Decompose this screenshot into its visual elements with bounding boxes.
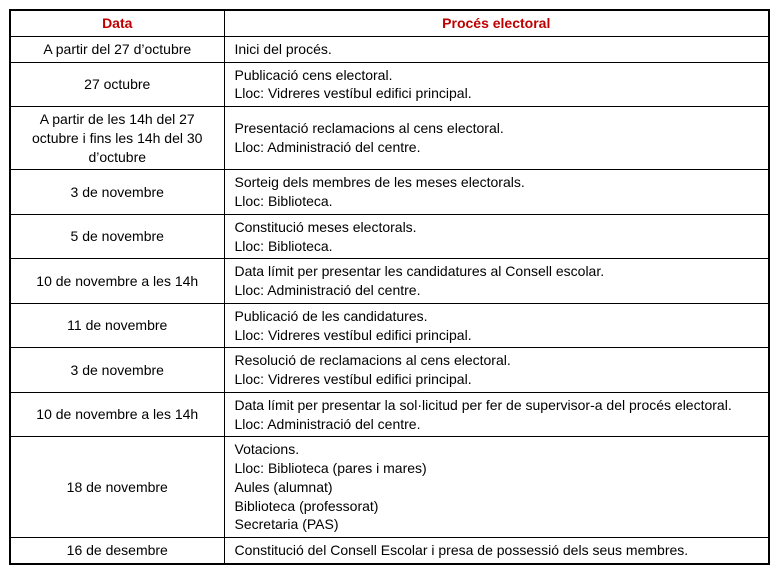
process-line: Inici del procés. [234,40,332,57]
process-cell [224,259,769,304]
table-body [10,36,769,564]
date-cell: 16 de desembre [10,538,224,564]
table-row [10,348,769,393]
process-cell [224,62,769,107]
date-cell: 3 de novembre [10,348,224,393]
process-line: Sorteig dels membres de les meses electorals. [234,174,525,191]
table-row [10,303,769,348]
process-line: Lloc: Biblioteca (pares i mares) [234,460,427,476]
table-row [10,437,769,538]
process-line: Resolució de reclamacions al cens electoral. [234,352,511,369]
table-row [10,36,769,62]
table-row [10,259,769,304]
process-line: Constitució del Consell Escolar i presa de possessió dels seus membres. [234,542,689,558]
date-cell: A partir de les 14h del 27 octubre i fins les 14h del 30 d’octubre [10,107,224,170]
process-line: Lloc: Administració del centre. [234,282,421,298]
process-line: Lloc: Administració del centre. [234,139,421,156]
process-line: Data límit per presentar la sol·licitud per fer de supervisor-a del procés electoral. [234,396,732,413]
process-cell [224,538,769,564]
table-row [10,62,769,107]
process-line: Lloc: Vidreres vestíbul edifici principal. [234,371,472,387]
process-line: Publicació de les candidatures. [234,307,428,324]
date-cell: 5 de novembre [10,214,224,259]
table-row [10,214,769,259]
date-cell: 10 de novembre a les 14h [10,259,224,304]
process-line: Lloc: Administració del centre. [234,415,421,432]
process-line: Aules (alumnat) [234,478,333,495]
date-cell: 27 octubre [10,62,224,107]
process-cell [224,348,769,393]
table-header [10,10,769,36]
process-cell [224,36,769,62]
process-line: Data límit per presentar les candidatures al Consell escolar. [234,263,605,280]
process-cell [224,170,769,215]
electoral-schedule-table [9,9,770,565]
date-cell: 18 de novembre [10,437,224,538]
date-cell: 11 de novembre [10,303,224,348]
table-row [10,170,769,215]
process-cell [224,392,769,437]
process-line: Votacions. [234,441,300,458]
header-proces-electoral: Procés electoral [224,10,769,36]
process-cell [224,437,769,538]
header-data: Data [10,10,224,36]
process-line: Biblioteca (professorat) [234,497,379,514]
table-row [10,392,769,437]
process-line: Lloc: Biblioteca. [234,237,333,254]
process-line: Publicació cens electoral. [234,66,393,83]
process-line: Presentació reclamacions al cens electoral. [234,120,504,137]
process-line: Lloc: Vidreres vestíbul edifici principal. [234,85,472,102]
date-cell: 10 de novembre a les 14h [10,392,224,437]
table-row [10,107,769,170]
process-line: Lloc: Vidreres vestíbul edifici principal. [234,326,472,343]
process-cell [224,107,769,170]
process-line: Lloc: Biblioteca. [234,193,333,209]
process-line: Constitució meses electorals. [234,218,417,235]
table-row [10,538,769,564]
process-cell [224,303,769,348]
date-cell: 3 de novembre [10,170,224,215]
date-cell: A partir del 27 d’octubre [10,36,224,62]
header-row [10,10,769,36]
process-line: Secretaria (PAS) [234,516,339,533]
process-cell [224,214,769,259]
